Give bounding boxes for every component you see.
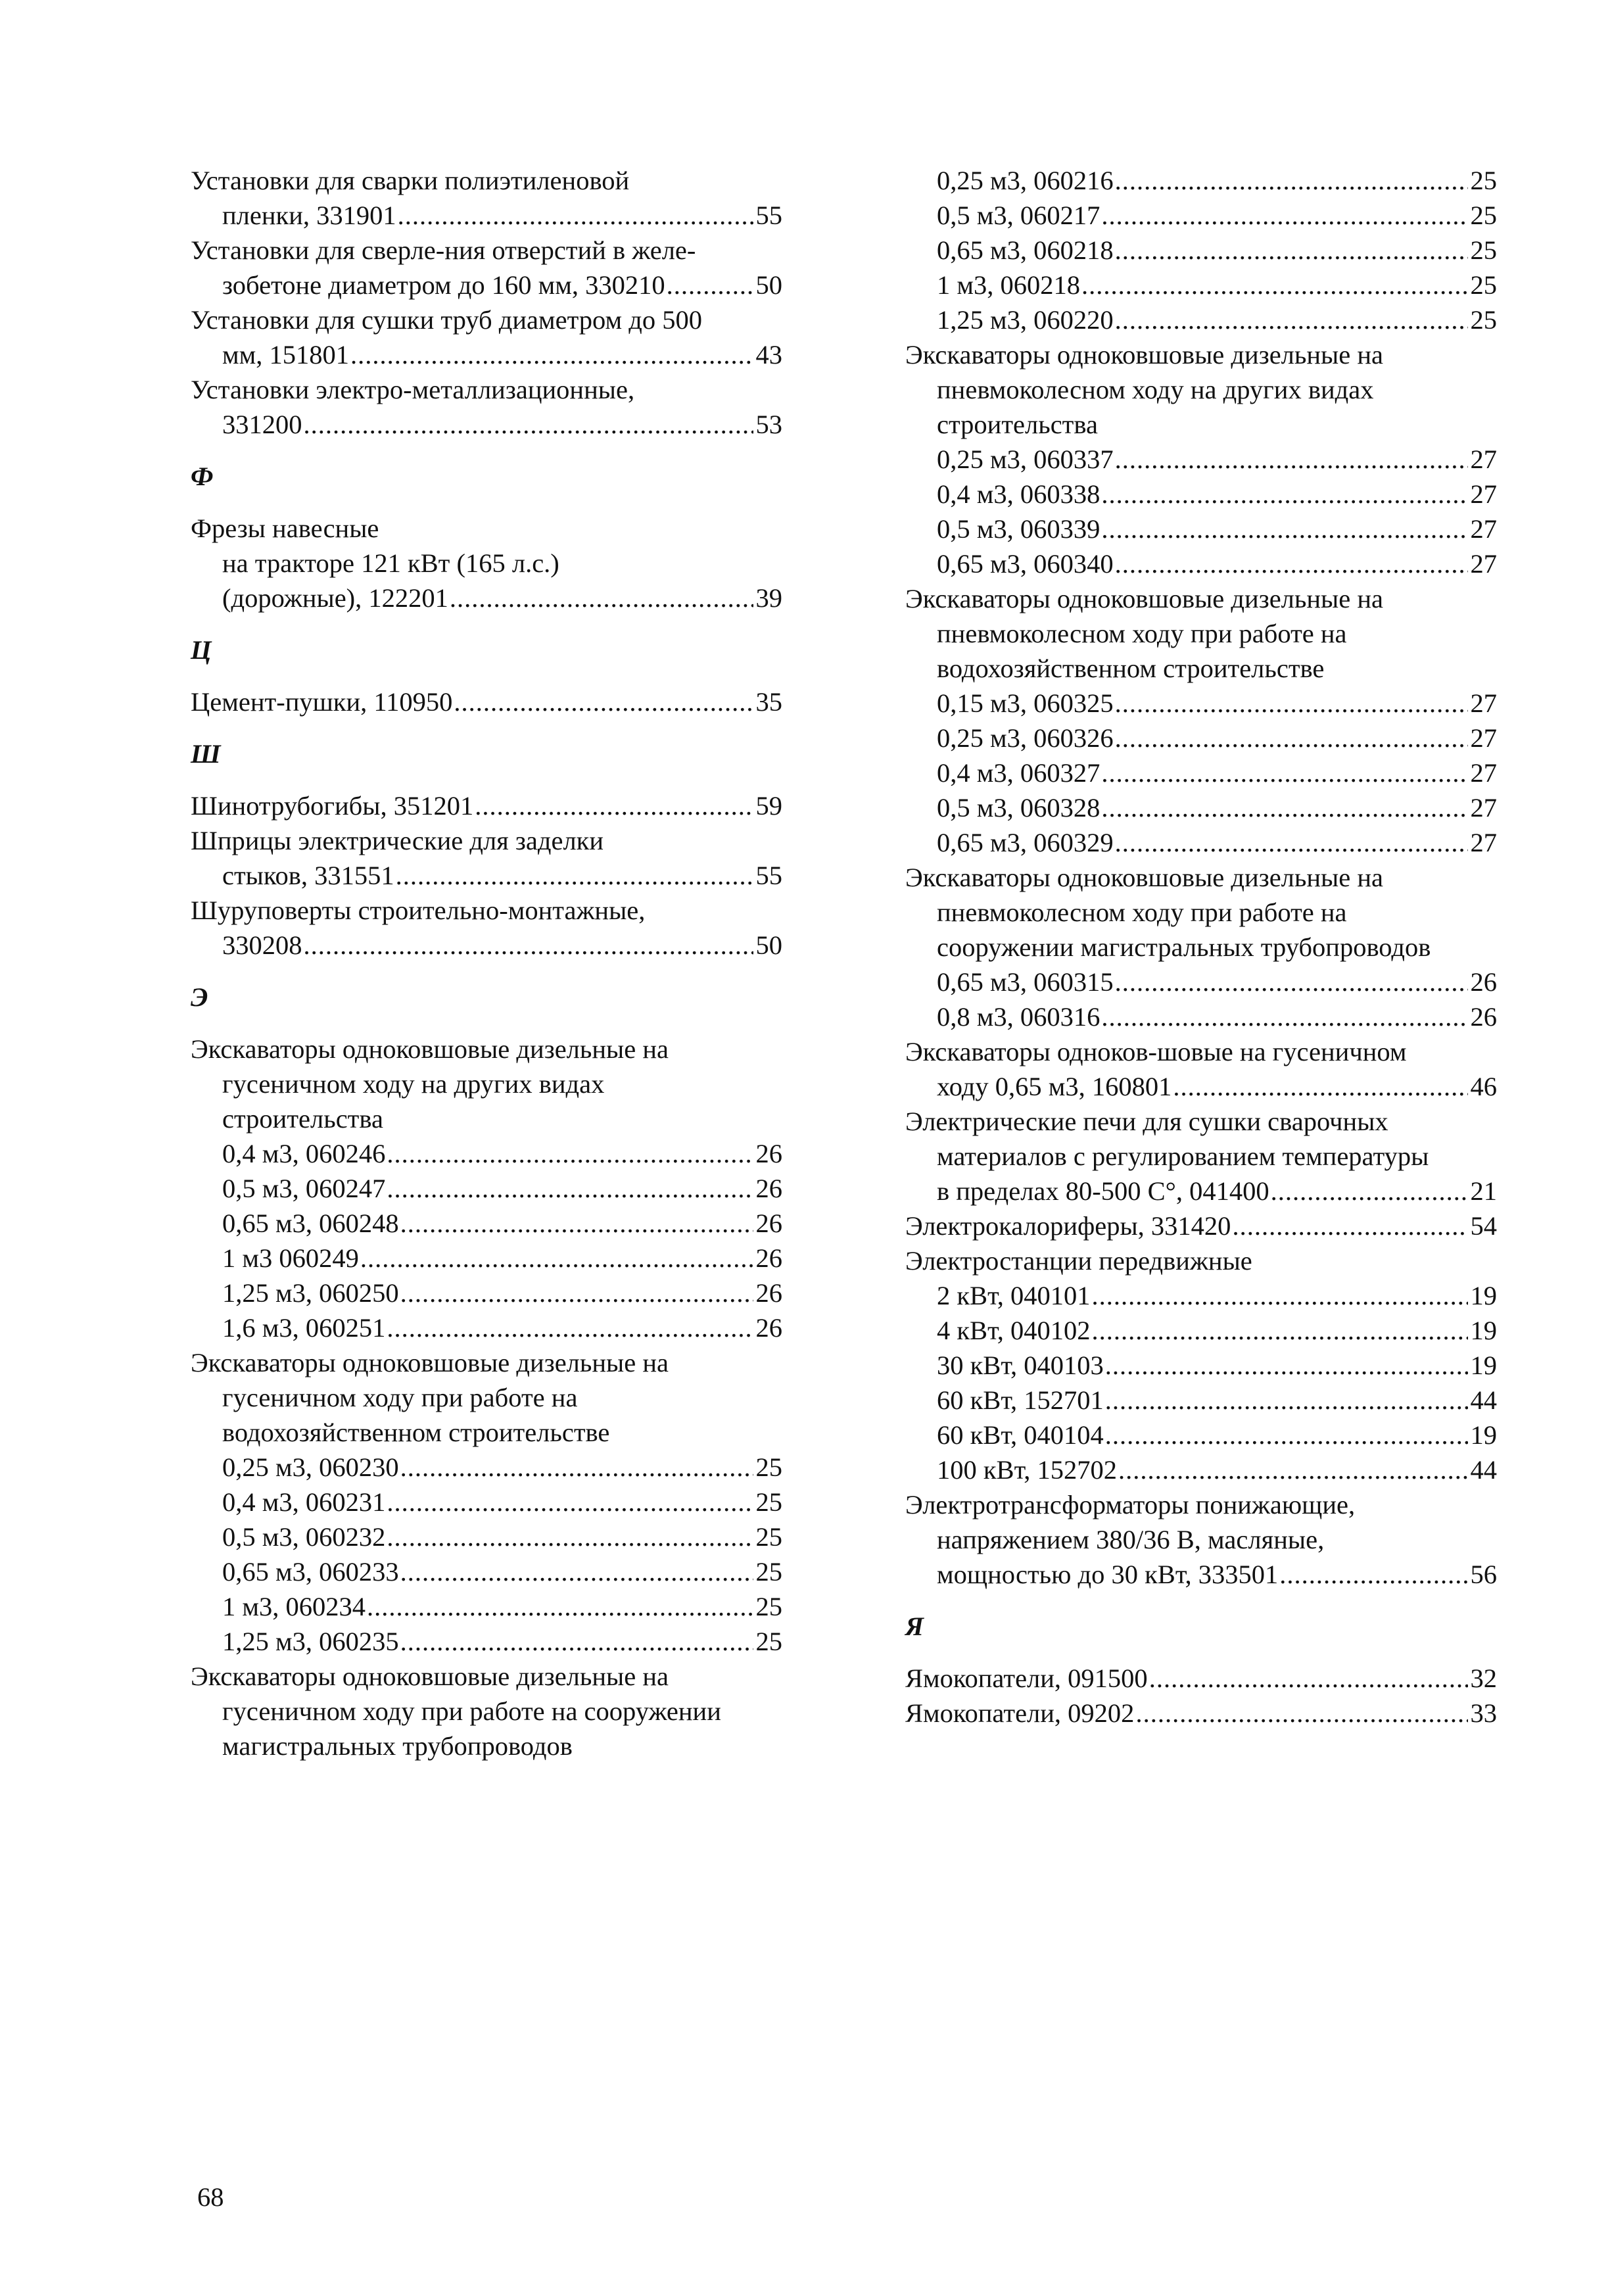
dot-leader	[1105, 1348, 1468, 1383]
index-entry	[191, 407, 782, 442]
index-entry	[191, 1589, 782, 1624]
entry-text: 0,8 м3, 060316	[937, 1002, 1101, 1032]
index-column-right	[905, 163, 1497, 1731]
dot-leader	[454, 684, 753, 719]
entry-page-number: 27	[1470, 688, 1497, 718]
index-entry	[191, 788, 782, 823]
dot-leader	[400, 1450, 753, 1485]
index-heading: Шприцы электрические для заделки	[191, 826, 604, 855]
dot-leader	[387, 1310, 753, 1345]
index-entry	[191, 1485, 782, 1519]
dot-leader	[1101, 198, 1467, 233]
index-entry	[905, 442, 1497, 477]
entry-text: 0,65 м3, 060218	[937, 235, 1114, 265]
index-heading: Установки для сушки труб диаметром до 500	[191, 305, 703, 335]
index-subline: водохозяйственном строительстве	[222, 1418, 610, 1447]
dot-leader	[1091, 1278, 1467, 1313]
entry-text: 0,65 м3, 060340	[937, 549, 1114, 579]
index-subline: пневмоколесном ходу при работе на	[937, 619, 1347, 648]
entry-page-number: 50	[755, 270, 782, 300]
dot-leader	[667, 268, 753, 302]
entry-page-number: 26	[1470, 1002, 1497, 1032]
entry-text: 0,65 м3, 060233	[222, 1557, 399, 1587]
index-entry	[905, 1174, 1497, 1208]
entry-page-number: 25	[755, 1592, 782, 1621]
entry-page-number: 25	[755, 1487, 782, 1517]
entry-page-number: 50	[755, 930, 782, 960]
index-entry	[905, 268, 1497, 302]
index-entry	[191, 337, 782, 372]
dot-leader	[398, 198, 753, 233]
dot-leader	[1135, 1696, 1467, 1731]
entry-text: Электрокалориферы, 331420	[905, 1211, 1231, 1241]
entry-text: 0,15 м3, 060325	[937, 688, 1114, 718]
dot-leader	[387, 1519, 753, 1554]
entry-text: 331200	[222, 410, 302, 439]
dot-leader	[1115, 965, 1468, 999]
dot-leader	[1115, 442, 1468, 477]
entry-page-number: 26	[1470, 967, 1497, 997]
entry-page-number: 33	[1470, 1698, 1497, 1728]
index-entry	[905, 1278, 1497, 1313]
dot-leader	[1115, 163, 1468, 198]
entry-text: 0,25 м3, 060230	[222, 1452, 399, 1482]
entry-page-number: 26	[755, 1313, 782, 1343]
entry-text: 0,65 м3, 060248	[222, 1208, 399, 1238]
entry-text: 1,25 м3, 060235	[222, 1627, 399, 1656]
dot-leader	[396, 858, 753, 893]
index-subline: пневмоколесном ходу при работе на	[937, 897, 1347, 927]
index-heading: Экскаваторы одноковшовые дизельные на	[905, 340, 1383, 370]
entry-page-number: 59	[755, 791, 782, 821]
entry-text: 60 кВт, 040104	[937, 1420, 1104, 1450]
index-entry	[905, 163, 1497, 198]
index-heading: Экскаваторы одноковшовые дизельные на	[191, 1034, 669, 1064]
index-entry	[905, 198, 1497, 233]
index-subline: пневмоколесном ходу на других видах	[937, 375, 1374, 404]
dot-leader	[1101, 512, 1467, 546]
dot-leader	[360, 1241, 753, 1276]
index-entry	[905, 1069, 1497, 1104]
index-entry	[191, 928, 782, 963]
index-entry	[191, 268, 782, 302]
index-entry	[905, 755, 1497, 790]
index-entry	[191, 858, 782, 893]
entry-text: 100 кВт, 152702	[937, 1455, 1117, 1485]
index-entry	[191, 1624, 782, 1659]
entry-text: Шинотрубогибы, 351201	[191, 791, 474, 821]
entry-text: Ямокопатели, 09202	[905, 1698, 1135, 1728]
dot-leader	[1101, 755, 1467, 790]
dot-leader	[1115, 233, 1468, 268]
entry-page-number: 25	[755, 1557, 782, 1587]
dot-leader	[1271, 1174, 1468, 1208]
dot-leader	[1149, 1661, 1468, 1696]
entry-page-number: 25	[755, 1452, 782, 1482]
dot-leader	[400, 1276, 753, 1310]
entry-text: 60 кВт, 152701	[937, 1385, 1104, 1415]
index-entry	[191, 581, 782, 615]
entry-text: 1,25 м3, 060250	[222, 1278, 399, 1308]
dot-leader	[367, 1589, 753, 1624]
index-entry	[191, 1310, 782, 1345]
entry-text: 0,65 м3, 060329	[937, 828, 1114, 857]
index-entry	[905, 1383, 1497, 1418]
entry-text: 1 м3, 060234	[222, 1592, 366, 1621]
entry-text: 0,4 м3, 060246	[222, 1139, 386, 1168]
dot-leader	[1115, 825, 1468, 860]
index-subline: напряжением 380/36 В, масляные,	[937, 1525, 1325, 1554]
entry-page-number: 26	[755, 1174, 782, 1203]
index-subline: гусеничном ходу при работе на сооружении	[222, 1696, 721, 1726]
index-entry	[191, 1450, 782, 1485]
entry-page-number: 21	[1470, 1176, 1497, 1206]
entry-page-number: 25	[755, 1522, 782, 1552]
entry-text: 1,6 м3, 060251	[222, 1313, 386, 1343]
index-entry	[905, 721, 1497, 755]
index-entry	[191, 1554, 782, 1589]
entry-text: (дорожные), 122201	[222, 583, 448, 613]
entry-text: 0,4 м3, 060338	[937, 479, 1101, 509]
dot-leader	[387, 1485, 753, 1519]
index-heading: Установки электро-металлизационные,	[191, 375, 635, 404]
entry-page-number: 27	[1470, 479, 1497, 509]
entry-text: 0,5 м3, 060232	[222, 1522, 386, 1552]
dot-leader	[400, 1624, 753, 1659]
index-heading: Экскаваторы одноковшовые дизельные на	[191, 1662, 669, 1691]
entry-text: Цемент-пушки, 110950	[191, 687, 453, 717]
index-heading: Электростанции передвижные	[905, 1246, 1252, 1276]
dot-leader	[400, 1554, 753, 1589]
entry-page-number: 25	[1470, 166, 1497, 195]
entry-page-number: 27	[1470, 723, 1497, 753]
index-heading: Экскаваторы одноков-шовые на гусеничном	[905, 1037, 1407, 1066]
entry-page-number: 25	[1470, 235, 1497, 265]
index-entry	[905, 1348, 1497, 1383]
index-entry	[191, 1241, 782, 1276]
index-heading: Фрезы навесные	[191, 514, 379, 543]
index-heading: Экскаваторы одноковшовые дизельные на	[905, 863, 1383, 892]
dot-leader	[387, 1171, 753, 1206]
entry-page-number: 25	[1470, 201, 1497, 230]
index-entry	[905, 965, 1497, 999]
entry-page-number: 19	[1470, 1351, 1497, 1380]
entry-page-number: 43	[755, 340, 782, 370]
entry-page-number: 55	[755, 861, 782, 890]
index-entry	[905, 1557, 1497, 1592]
index-entry	[905, 512, 1497, 546]
index-heading: Установки для сверле-ния отверстий в желе-	[191, 235, 696, 265]
index-column-left	[191, 163, 782, 1763]
index-entry	[905, 1418, 1497, 1452]
index-entry	[905, 477, 1497, 512]
index-entry	[905, 233, 1497, 268]
entry-text: 0,25 м3, 060216	[937, 166, 1114, 195]
index-entry	[191, 1276, 782, 1310]
index-entry	[191, 198, 782, 233]
entry-page-number: 27	[1470, 758, 1497, 788]
index-subline: гусеничном ходу при работе на	[222, 1383, 578, 1412]
section-letter: Ш	[191, 739, 221, 769]
index-entry	[905, 1696, 1497, 1731]
dot-leader	[1101, 477, 1467, 512]
entry-text: 1 м3, 060218	[937, 270, 1081, 300]
entry-text: 30 кВт, 040103	[937, 1351, 1104, 1380]
entry-text: стыков, 331551	[222, 861, 394, 890]
entry-text: 0,5 м3, 060339	[937, 514, 1101, 544]
section-letter: Ф	[191, 462, 214, 491]
index-entry	[191, 1171, 782, 1206]
entry-text: пленки, 331901	[222, 201, 396, 230]
index-subline: строительства	[222, 1104, 383, 1134]
entry-text: 1 м3 060249	[222, 1243, 359, 1273]
index-entry	[905, 302, 1497, 337]
entry-page-number: 44	[1470, 1455, 1497, 1485]
entry-page-number: 27	[1470, 444, 1497, 474]
dot-leader	[475, 788, 753, 823]
entry-page-number: 32	[1470, 1663, 1497, 1693]
entry-text: 0,5 м3, 060328	[937, 793, 1101, 823]
entry-text: 0,25 м3, 060326	[937, 723, 1114, 753]
index-subline: магистральных трубопроводов	[222, 1731, 573, 1761]
entry-page-number: 27	[1470, 828, 1497, 857]
entry-page-number: 26	[755, 1278, 782, 1308]
index-heading: Электротрансформаторы понижающие,	[905, 1490, 1356, 1519]
dot-leader	[1279, 1557, 1467, 1592]
index-subline: водохозяйственном строительстве	[937, 654, 1325, 683]
entry-text: 0,4 м3, 060327	[937, 758, 1101, 788]
index-entry	[905, 999, 1497, 1034]
index-subline: на тракторе 121 кВт (165 л.с.)	[222, 548, 559, 578]
section-letter: Я	[905, 1612, 924, 1641]
entry-page-number: 26	[755, 1208, 782, 1238]
index-subline: сооружении магистральных трубопроводов	[937, 932, 1431, 962]
entry-text: 2 кВт, 040101	[937, 1281, 1091, 1310]
index-entry	[905, 686, 1497, 721]
dot-leader	[387, 1136, 753, 1171]
entry-text: 0,5 м3, 060247	[222, 1174, 386, 1203]
entry-text: в пределах 80-500 С°, 041400	[937, 1176, 1269, 1206]
dot-leader	[1115, 302, 1468, 337]
entry-text: Ямокопатели, 091500	[905, 1663, 1148, 1693]
index-entry	[905, 1313, 1497, 1348]
entry-page-number: 54	[1470, 1211, 1497, 1241]
dot-leader	[1091, 1313, 1467, 1348]
entry-page-number: 53	[755, 410, 782, 439]
index-entry	[905, 1452, 1497, 1487]
dot-leader	[1105, 1383, 1468, 1418]
index-entry	[905, 825, 1497, 860]
entry-text: мощностью до 30 кВт, 333501	[937, 1560, 1279, 1589]
dot-leader	[304, 407, 753, 442]
index-subline: материалов с регулированием температуры	[937, 1141, 1429, 1171]
entry-page-number: 26	[755, 1139, 782, 1168]
dot-leader	[1232, 1208, 1467, 1243]
index-heading: Экскаваторы одноковшовые дизельные на	[191, 1348, 669, 1377]
entry-page-number: 27	[1470, 514, 1497, 544]
index-heading: Экскаваторы одноковшовые дизельные на	[905, 584, 1383, 613]
index-entry	[905, 1208, 1497, 1243]
entry-text: зобетоне диаметром до 160 мм, 330210	[222, 270, 665, 300]
dot-leader	[304, 928, 753, 963]
dot-leader	[350, 337, 753, 372]
entry-text: 0,4 м3, 060231	[222, 1487, 386, 1517]
dot-leader	[400, 1206, 753, 1241]
entry-page-number: 25	[755, 1627, 782, 1656]
entry-page-number: 46	[1470, 1072, 1497, 1101]
index-entry	[191, 1206, 782, 1241]
dot-leader	[1101, 790, 1467, 825]
dot-leader	[1173, 1069, 1467, 1104]
entry-text: 0,5 м3, 060217	[937, 201, 1101, 230]
entry-page-number: 19	[1470, 1420, 1497, 1450]
entry-page-number: 19	[1470, 1281, 1497, 1310]
entry-page-number: 35	[755, 687, 782, 717]
section-letter: Э	[191, 982, 208, 1012]
index-entry	[191, 1136, 782, 1171]
entry-page-number: 27	[1470, 793, 1497, 823]
index-entry	[905, 546, 1497, 581]
dot-leader	[1105, 1418, 1468, 1452]
entry-text: ходу 0,65 м3, 160801	[937, 1072, 1172, 1101]
page-number: 68	[197, 2182, 224, 2212]
dot-leader	[1115, 546, 1468, 581]
entry-page-number: 56	[1470, 1560, 1497, 1589]
index-entry	[905, 790, 1497, 825]
entry-page-number: 39	[755, 583, 782, 613]
entry-text: 330208	[222, 930, 302, 960]
dot-leader	[450, 581, 753, 615]
dot-leader	[1118, 1452, 1468, 1487]
dot-leader	[1081, 268, 1467, 302]
entry-page-number: 55	[755, 201, 782, 230]
entry-page-number: 25	[1470, 305, 1497, 335]
entry-page-number: 19	[1470, 1316, 1497, 1345]
index-subline: гусеничном ходу на других видах	[222, 1069, 605, 1099]
index-entry	[191, 684, 782, 719]
dot-leader	[1115, 686, 1468, 721]
index-heading: Шуруповерты строительно-монтажные,	[191, 896, 646, 925]
entry-page-number: 25	[1470, 270, 1497, 300]
entry-text: 4 кВт, 040102	[937, 1316, 1091, 1345]
index-heading: Электрические печи для сушки сварочных	[905, 1107, 1388, 1136]
entry-text: 0,65 м3, 060315	[937, 967, 1114, 997]
dot-leader	[1101, 999, 1467, 1034]
index-entry	[191, 1519, 782, 1554]
entry-page-number: 27	[1470, 549, 1497, 579]
section-letter: Ц	[191, 635, 212, 665]
entry-text: 1,25 м3, 060220	[937, 305, 1114, 335]
index-subline: строительства	[937, 410, 1098, 439]
entry-text: 0,25 м3, 060337	[937, 444, 1114, 474]
index-entry	[905, 1661, 1497, 1696]
index-heading: Установки для сварки полиэтиленовой	[191, 166, 630, 195]
entry-page-number: 44	[1470, 1385, 1497, 1415]
entry-text: мм, 151801	[222, 340, 350, 370]
entry-page-number: 26	[755, 1243, 782, 1273]
dot-leader	[1115, 721, 1468, 755]
